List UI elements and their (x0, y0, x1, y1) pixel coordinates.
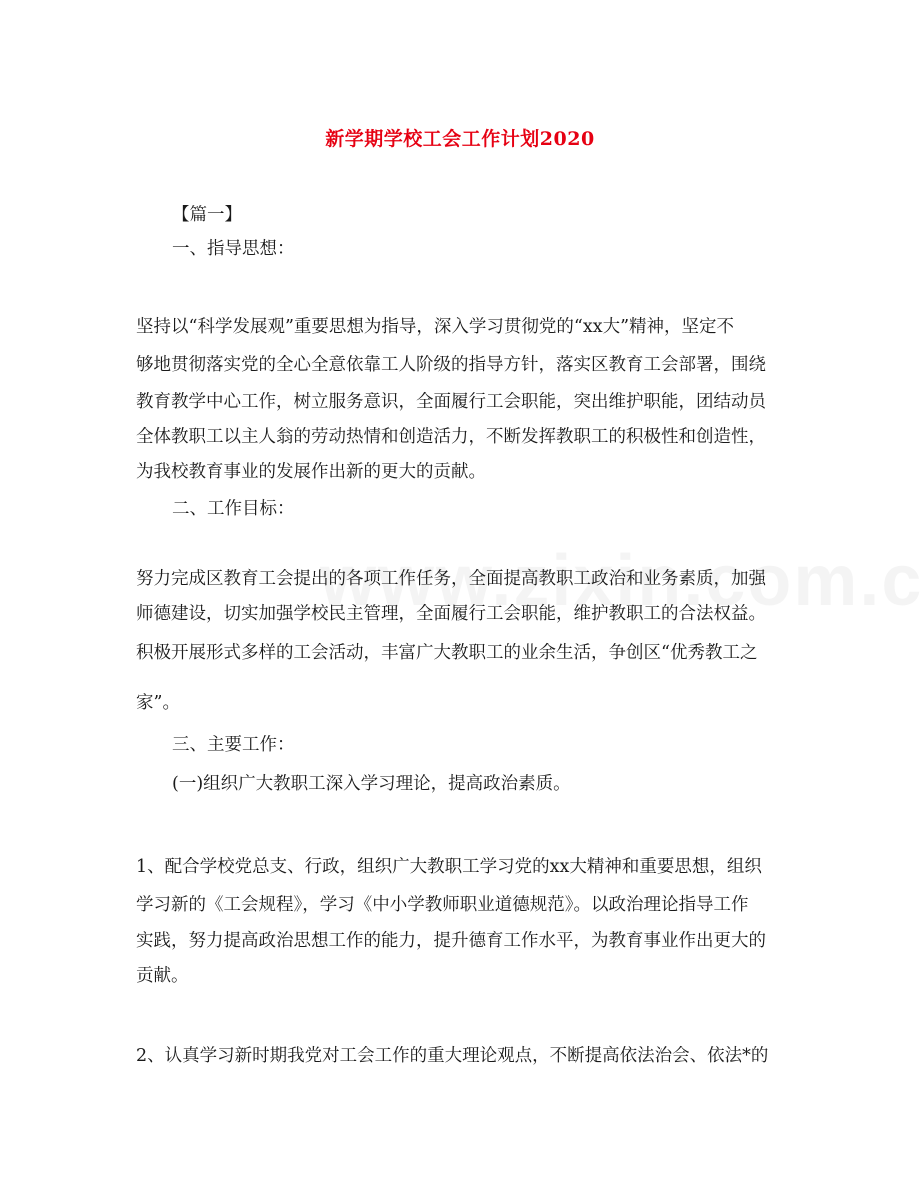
subheading-item-one: (一)组织广大教职工深入学习理论，提高政治素质。 (172, 774, 571, 794)
paragraph-line: 为我校教育事业的发展作出新的更大的贡献。 (136, 462, 486, 482)
heading-main-work: 三、主要工作： (172, 735, 295, 755)
paragraph-line: 实践，努力提高政治思想工作的能力，提升德育工作水平，为教育事业作出更大的 (136, 931, 766, 951)
paragraph-line: 1、配合学校党总支、行政，组织广大教职工学习党的xx大精神和重要思想，组织 (136, 857, 762, 877)
paragraph-line: 坚持以“科学发展观”重要思想为指导，深入学习贯彻党的“xx大”精神，坚定不 (136, 317, 735, 337)
paragraph-line: 家”。 (136, 693, 180, 713)
heading-guiding-thought: 一、指导思想： (172, 239, 295, 259)
paragraph-line: 全体教职工以主人翁的劳动热情和创造活力，不断发挥教职工的积极性和创造性， (136, 427, 766, 447)
section-label-part-one: 【篇一】 (172, 205, 242, 225)
paragraph-line: 贡献。 (136, 966, 189, 986)
paragraph-line: 够地贯彻落实党的全心全意依靠工人阶级的指导方针，落实区教育工会部署，围绕 (136, 355, 766, 375)
paragraph-line: 努力完成区教育工会提出的各项工作任务，全面提高教职工政治和业务素质，加强 (136, 569, 766, 589)
paragraph-line: 学习新的《工会规程》，学习《中小学教师职业道德规范》。以政治理论指导工作 (136, 895, 749, 915)
paragraph-line: 2、认真学习新时期我党对工会工作的重大理论观点，不断提高依法治会、依法*的 (136, 1046, 769, 1066)
heading-work-goals: 二、工作目标： (172, 499, 295, 519)
paragraph-line: 积极开展形式多样的工会活动，丰富广大教职工的业余生活，争创区“优秀教工之 (136, 643, 758, 663)
document-title: 新学期学校工会工作计划2020 (325, 128, 595, 150)
paragraph-line: 师德建设，切实加强学校民主管理，全面履行工会职能，维护教职工的合法权益。 (136, 604, 766, 624)
paragraph-line: 教育教学中心工作，树立服务意识，全面履行工会职能，突出维护职能，团结动员 (136, 392, 766, 412)
